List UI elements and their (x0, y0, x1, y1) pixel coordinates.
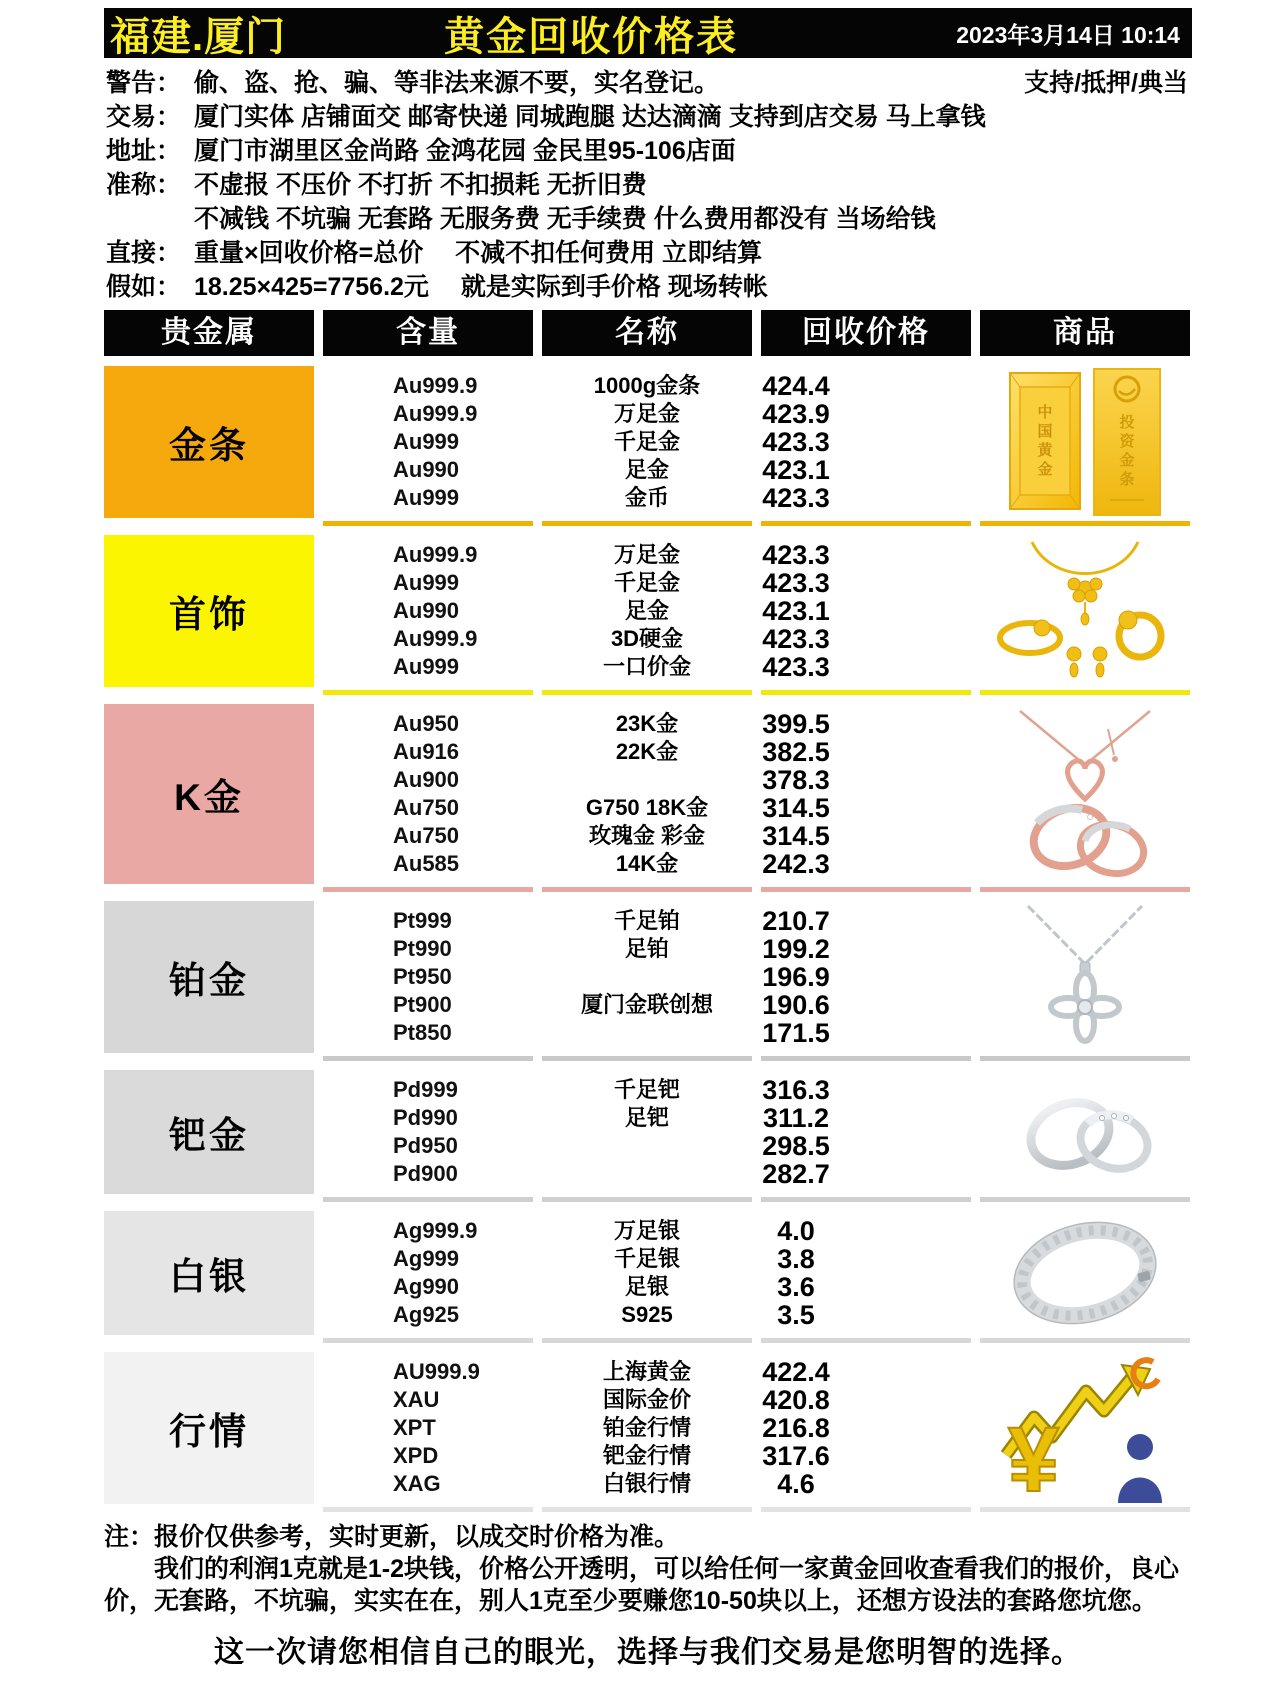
price-table (104, 310, 1192, 1512)
item-name: 足银 (624, 1274, 669, 1299)
price-value: 3.6 (777, 1272, 815, 1302)
group-separator (104, 1197, 1192, 1202)
purity-value: Au750 (393, 795, 460, 820)
info-line-warning (106, 66, 1192, 100)
purity-value: Au999.9 (393, 626, 478, 651)
price-value: 311.2 (762, 1103, 830, 1133)
price-value: 423.3 (762, 624, 830, 654)
item-name: 万足金 (613, 401, 680, 426)
price-value: 210.7 (762, 906, 830, 936)
price-row (323, 456, 971, 484)
svg-text:条: 条 (1119, 471, 1135, 488)
price-value: 242.3 (762, 849, 830, 879)
price-value: 423.3 (762, 427, 830, 457)
separator-bar (761, 521, 971, 526)
svg-text:黄: 黄 (1037, 442, 1053, 459)
price-value: 190.6 (762, 990, 830, 1020)
purity-value: Au750 (393, 823, 460, 848)
price-row (323, 1301, 971, 1329)
group-rows (323, 1070, 971, 1194)
info-text: 不虚报 不压价 不打折 不扣损耗 无折旧费 (194, 171, 647, 199)
separator-bar (980, 521, 1190, 526)
metal-group-gold-bars (104, 366, 1192, 518)
svg-text:金: 金 (1119, 452, 1135, 469)
info-text: 偷、盗、抢、骗、等非法来源不要，实名登记。 (194, 69, 720, 97)
metal-group-market (104, 1352, 1192, 1504)
price-row (323, 484, 971, 512)
price-value: 399.5 (762, 709, 830, 739)
metal-group-palladium (104, 1070, 1192, 1194)
note-paragraph: 注：报价仅供参考，实时更新，以成交时价格为准。 (104, 1523, 680, 1551)
price-row (323, 1414, 971, 1442)
price-row (323, 710, 971, 738)
category-label: 首饰 (104, 535, 314, 687)
price-value: 4.0 (777, 1216, 815, 1246)
info-text: 重量×回收价格=总价 不减不扣任何费用 立即结算 (194, 239, 763, 267)
separator-bar (542, 887, 752, 892)
item-name (542, 1132, 752, 1160)
price-row (323, 1160, 971, 1188)
separator-bar (980, 690, 1190, 695)
metal-group-platinum (104, 901, 1192, 1053)
info-line-trade (106, 100, 1192, 134)
item-name: 国际金价 (602, 1387, 691, 1412)
price-value: 298.5 (762, 1131, 830, 1161)
purity-value: Au999 (393, 654, 460, 679)
info-line-promise-1 (106, 168, 1192, 202)
group-separator (104, 690, 1192, 695)
price-value: 282.7 (762, 1159, 830, 1189)
price-row (323, 1104, 971, 1132)
purity-value: Au900 (393, 767, 460, 792)
purity-value: Au990 (393, 598, 460, 623)
price-row (323, 1217, 971, 1245)
purity-value: XAU (393, 1387, 440, 1412)
separator-bar (761, 1338, 971, 1343)
group-separator (104, 1507, 1192, 1512)
info-label: 地址： (106, 137, 182, 165)
category-label: 钯金 (104, 1070, 314, 1194)
info-label: 准称： (106, 171, 182, 199)
item-name (542, 1019, 752, 1047)
price-row (323, 372, 971, 400)
info-line-promise-2 (106, 202, 1192, 236)
metal-group-k-gold (104, 704, 1192, 884)
separator-gap (104, 1338, 314, 1343)
separator-bar (980, 887, 1190, 892)
datetime-label: 2023年3月14日 10:14 (956, 21, 1180, 48)
info-label: 交易： (106, 103, 182, 131)
gold-bars-image (980, 366, 1190, 518)
price-value: 423.1 (762, 455, 830, 485)
info-label (106, 202, 194, 236)
price-value: 196.9 (762, 962, 830, 992)
item-name: 铂金行情 (602, 1415, 691, 1440)
item-name: 千足银 (613, 1246, 680, 1271)
metal-group-silver (104, 1211, 1192, 1335)
group-rows (323, 1352, 971, 1504)
price-row (323, 794, 971, 822)
separator-bar (323, 521, 533, 526)
price-row (323, 822, 971, 850)
price-value: 314.5 (762, 793, 830, 823)
info-text: 厦门实体 店铺面交 邮寄快递 同城跑腿 达达滴滴 支持到店交易 马上拿钱 (194, 103, 986, 131)
price-row (323, 597, 971, 625)
separator-bar (980, 1056, 1190, 1061)
group-rows (323, 704, 971, 884)
price-row (323, 850, 971, 878)
separator-bar (323, 1056, 533, 1061)
separator-bar (542, 1056, 752, 1061)
item-name: 足铂 (624, 936, 669, 961)
purity-value: Au999.9 (393, 401, 478, 426)
table-header-row (104, 310, 1192, 356)
separator-gap (104, 521, 314, 526)
column-header: 名称 (542, 310, 752, 356)
separator-bar (542, 1507, 752, 1512)
separator-bar (542, 521, 752, 526)
group-separator (104, 887, 1192, 892)
price-table-body (104, 366, 1192, 1512)
svg-text:资: 资 (1119, 433, 1135, 450)
price-value: 422.4 (762, 1357, 830, 1387)
price-row (323, 400, 971, 428)
svg-text:¥: ¥ (1008, 1409, 1060, 1503)
column-header: 商品 (980, 310, 1190, 356)
separator-gap (104, 1056, 314, 1061)
price-value: 423.3 (762, 483, 830, 513)
price-row (323, 935, 971, 963)
price-value: 378.3 (762, 765, 830, 795)
purity-value: Au999 (393, 485, 460, 510)
separator-bar (761, 690, 971, 695)
purity-value: Au585 (393, 851, 460, 876)
purity-value: Au999.9 (393, 373, 478, 398)
price-row (323, 1019, 971, 1047)
item-name: 3D硬金 (610, 626, 684, 651)
price-value: 423.3 (762, 540, 830, 570)
platinum-pendant-image (980, 901, 1190, 1053)
silver-bangle-image (980, 1211, 1190, 1335)
price-row (323, 907, 971, 935)
price-row (323, 1076, 971, 1104)
item-name: 玫瑰金 彩金 (588, 823, 706, 848)
item-name: 22K金 (615, 739, 679, 764)
notes-section (104, 1521, 1192, 1617)
item-name: 千足钯 (613, 1077, 680, 1102)
separator-bar (980, 1197, 1190, 1202)
item-name: 厦门金联创想 (580, 992, 713, 1017)
item-name: 金币 (624, 485, 669, 510)
purity-value: Pd990 (393, 1105, 458, 1130)
info-text: 18.25×425=7756.2元 就是实际到手价格 现场转帐 (194, 273, 768, 301)
price-row (323, 569, 971, 597)
price-row (323, 625, 971, 653)
purity-value: XAG (393, 1471, 441, 1496)
page-title: 黄金回收价格表 (444, 14, 739, 59)
metal-group-jewelry (104, 535, 1192, 687)
pawn-support-label: 支持/抵押/典当 (1024, 69, 1188, 97)
purity-value: Ag999 (393, 1246, 460, 1271)
separator-gap (104, 887, 314, 892)
category-label: K金 (104, 704, 314, 884)
item-name: 万足银 (613, 1218, 680, 1243)
item-name: G750 18K金 (585, 795, 709, 820)
info-section (104, 58, 1192, 308)
palladium-rings-image (980, 1070, 1190, 1194)
separator-bar (323, 1338, 533, 1343)
group-rows (323, 1211, 971, 1335)
item-name: 万足金 (613, 542, 680, 567)
price-row (323, 541, 971, 569)
price-value: 423.9 (762, 399, 830, 429)
price-row (323, 1386, 971, 1414)
separator-bar (323, 690, 533, 695)
price-row (323, 991, 971, 1019)
separator-bar (323, 1507, 533, 1512)
purity-value: XPD (393, 1443, 439, 1468)
item-name: 14K金 (615, 851, 679, 876)
info-label: 假如： (106, 273, 182, 301)
price-value: 423.3 (762, 652, 830, 682)
separator-bar (980, 1507, 1190, 1512)
separator-gap (104, 690, 314, 695)
purity-value: Au999 (393, 429, 460, 454)
item-name: 足钯 (624, 1105, 669, 1130)
group-separator (104, 521, 1192, 526)
purity-value: XPT (393, 1415, 436, 1440)
category-label: 行情 (104, 1352, 314, 1504)
info-text: 不减钱 不坑骗 无套路 无服务费 无手续费 什么费用都没有 当场给钱 (194, 205, 936, 233)
separator-bar (323, 1197, 533, 1202)
price-value: 171.5 (762, 1018, 830, 1048)
price-row (323, 428, 971, 456)
category-label: 白银 (104, 1211, 314, 1335)
item-name: 上海黄金 (602, 1359, 691, 1384)
group-rows (323, 535, 971, 687)
price-value: 314.5 (762, 821, 830, 851)
item-name: 千足铂 (613, 908, 680, 933)
price-value: 423.1 (762, 596, 830, 626)
price-value: 3.8 (777, 1244, 815, 1274)
separator-gap (104, 1197, 314, 1202)
category-label: 金条 (104, 366, 314, 518)
price-row (323, 1442, 971, 1470)
purity-value: Pt900 (393, 992, 452, 1017)
price-row (323, 653, 971, 681)
svg-text:中: 中 (1037, 404, 1053, 421)
item-name: 一口价金 (602, 654, 691, 679)
title-bar (104, 8, 1192, 58)
closing-line: 这一次请您相信自己的眼光，选择与我们交易是您明智的选择。 (214, 1636, 1082, 1669)
group-rows (323, 366, 971, 518)
price-row (323, 1245, 971, 1273)
purity-value: Ag990 (393, 1274, 460, 1299)
item-name (542, 766, 752, 794)
separator-bar (761, 887, 971, 892)
item-name: 千足金 (613, 570, 680, 595)
purity-value: Pt950 (393, 964, 452, 989)
price-row (323, 738, 971, 766)
svg-text:国: 国 (1037, 423, 1053, 440)
column-header: 回收价格 (761, 310, 971, 356)
group-separator (104, 1338, 1192, 1343)
separator-bar (542, 690, 752, 695)
purity-value: Au950 (393, 711, 460, 736)
price-row (323, 963, 971, 991)
item-name: 足金 (624, 457, 669, 482)
separator-bar (761, 1507, 971, 1512)
info-label: 警告： (106, 69, 182, 97)
price-value: 420.8 (762, 1385, 830, 1415)
info-text: 厦门市湖里区金尚路 金鸿花园 金民里95-106店面 (194, 137, 736, 165)
price-value: 382.5 (762, 737, 830, 767)
separator-bar (542, 1338, 752, 1343)
note-paragraph: 我们的利润1克就是1-2块钱，价格公开透明，可以给任何一家黄金回收查看我们的报价，良心价，无套路，不坑骗，实实在在，别人1克至少要赚您10-50块以上，还想方设法的套路您坑您。 (104, 1555, 1180, 1615)
group-rows (323, 901, 971, 1053)
location-label: 福建.厦门 (110, 14, 287, 59)
item-name: 千足金 (613, 429, 680, 454)
item-name: 钯金行情 (602, 1443, 691, 1468)
price-value: 317.6 (762, 1441, 830, 1471)
purity-value: Pt850 (393, 1020, 452, 1045)
price-value: 199.2 (762, 934, 830, 964)
purity-value: Pd900 (393, 1161, 458, 1186)
info-line-address (106, 134, 1192, 168)
purity-value: Au990 (393, 457, 460, 482)
price-value: 423.3 (762, 568, 830, 598)
category-label: 铂金 (104, 901, 314, 1053)
purity-value: Au999.9 (393, 542, 478, 567)
price-row (323, 766, 971, 794)
column-header: 含量 (323, 310, 533, 356)
purity-value: Pt999 (393, 908, 452, 933)
rosegold-set-image (980, 704, 1190, 884)
separator-bar (980, 1338, 1190, 1343)
info-label: 直接： (106, 239, 182, 267)
market-trend-image (980, 1352, 1190, 1504)
svg-text:金: 金 (1037, 461, 1053, 478)
info-line-formula (106, 236, 1192, 270)
purity-value: Pd950 (393, 1133, 458, 1158)
price-row (323, 1273, 971, 1301)
price-row (323, 1470, 971, 1498)
purity-value: Pt990 (393, 936, 452, 961)
purity-value: Ag999.9 (393, 1218, 478, 1243)
svg-text:投: 投 (1119, 414, 1135, 431)
item-name (542, 1160, 752, 1188)
purity-value: Au999 (393, 570, 460, 595)
purity-value: Au916 (393, 739, 460, 764)
column-header: 贵金属 (104, 310, 314, 356)
price-value: 4.6 (777, 1469, 815, 1499)
price-row (323, 1132, 971, 1160)
separator-bar (761, 1197, 971, 1202)
separator-bar (323, 887, 533, 892)
gold-jewelry-image (980, 535, 1190, 687)
separator-bar (761, 1056, 971, 1061)
item-name (542, 963, 752, 991)
item-name: 足金 (624, 598, 669, 623)
item-name: 白银行情 (602, 1471, 691, 1496)
group-separator (104, 1056, 1192, 1061)
purity-value: Ag925 (393, 1302, 460, 1327)
item-name: S925 (621, 1302, 673, 1327)
separator-bar (542, 1197, 752, 1202)
item-name: 23K金 (615, 711, 679, 736)
item-name: 1000g金条 (593, 373, 701, 398)
price-value: 316.3 (762, 1075, 830, 1105)
price-value: 3.5 (777, 1300, 815, 1330)
purity-value: Pd999 (393, 1077, 458, 1102)
purity-value: AU999.9 (393, 1359, 480, 1384)
separator-gap (104, 1507, 314, 1512)
info-line-example (106, 270, 1192, 304)
price-value: 424.4 (762, 371, 830, 401)
price-row (323, 1358, 971, 1386)
price-value: 216.8 (762, 1413, 830, 1443)
